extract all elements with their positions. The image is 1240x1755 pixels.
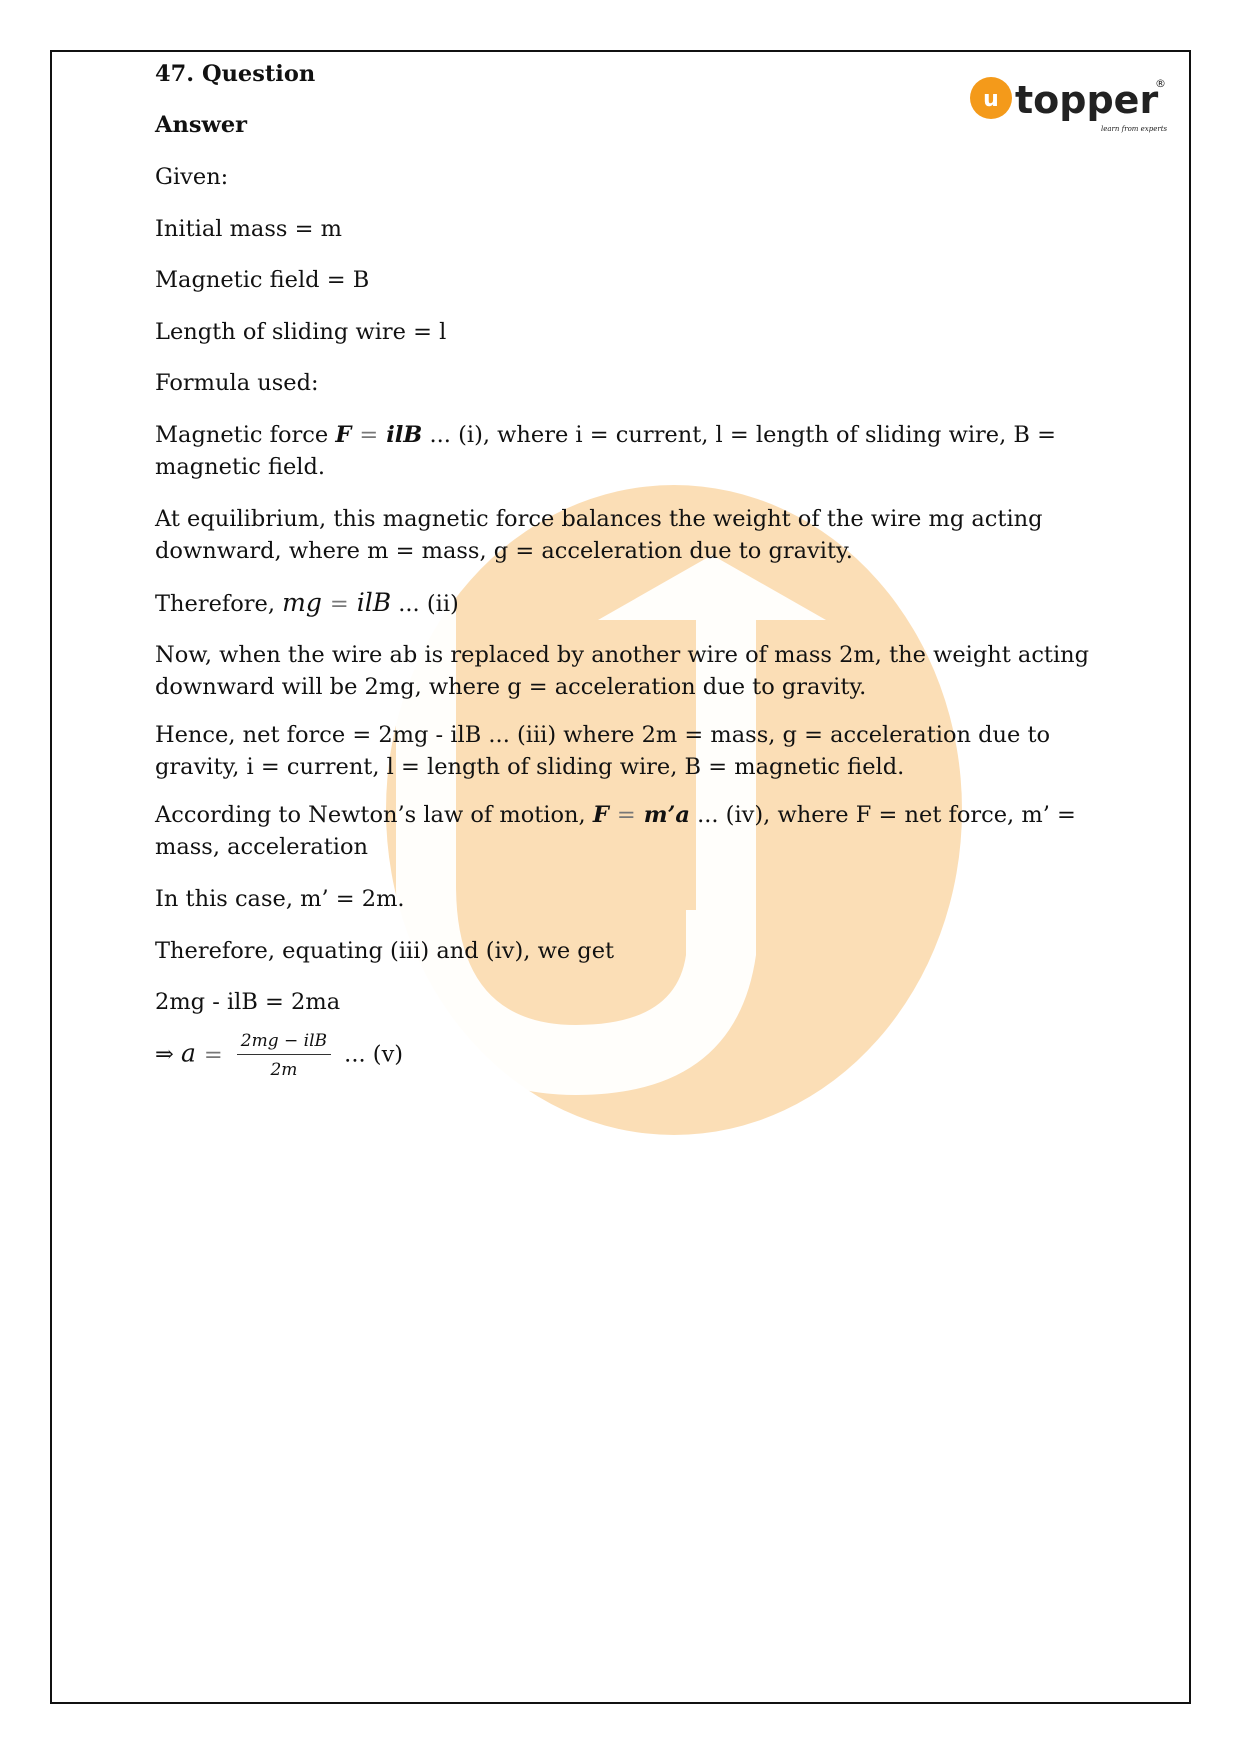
equilibrium-line-1: At equilibrium, this magnetic force balances the weight of the wire mg acting	[155, 506, 1043, 532]
hence-line-1: Hence, net force = 2mg - ilB ... (iii) where 2m = mass, g = acceleration due to	[155, 722, 1051, 748]
svg-text:®: ®	[1155, 77, 1166, 90]
answer-heading: Answer	[155, 112, 248, 138]
now-line-2: downward will be 2mg, where g = acceleration due to gravity.	[155, 674, 867, 700]
magnetic-force-line-2: magnetic field.	[155, 454, 326, 480]
svg-text:topper: topper	[1015, 78, 1159, 122]
magnetic-field: Magnetic field = B	[155, 267, 370, 293]
initial-mass: Initial mass = m	[155, 216, 342, 242]
hence-line-2: gravity, i = current, l = length of sliding wire, B = magnetic field.	[155, 754, 905, 780]
therefore-equation: Therefore, mg = ilB ... (ii)	[155, 588, 459, 617]
newton-line-2: mass, acceleration	[155, 834, 369, 860]
svg-text:u: u	[983, 87, 999, 112]
wire-length: Length of sliding wire = l	[155, 319, 447, 345]
svg-text:learn from experts: learn from experts	[1101, 125, 1168, 133]
formula-used-label: Formula used:	[155, 370, 319, 396]
given-label: Given:	[155, 164, 229, 190]
equilibrium-line-2: downward, where m = mass, g = acceleration due to gravity.	[155, 538, 853, 564]
fraction: $\frac{\text{2mg − ilB}}{2m}$	[237, 1030, 331, 1081]
topper-logo	[969, 77, 1169, 147]
question-heading: 47. Question	[155, 61, 316, 87]
this-case: In this case, m’ = 2m.	[155, 886, 405, 912]
final-equation: ⇒ a = $\frac{\text{2mg − ilB}}{2m}$ ... (v)	[155, 1031, 404, 1080]
equation-2mg: 2mg - ilB = 2ma	[155, 989, 341, 1015]
newton-line: According to Newton’s law of motion, F = m’a ... (iv), where F = net force, m’ =	[155, 802, 1076, 828]
equating-line: Therefore, equating (iii) and (iv), we get	[155, 938, 615, 964]
magnetic-force-line: Magnetic force F = ilB ... (i), where i = current, l = length of sliding wire, B =	[155, 422, 1056, 448]
now-line-1: Now, when the wire ab is replaced by another wire of mass 2m, the weight acting	[155, 642, 1090, 668]
